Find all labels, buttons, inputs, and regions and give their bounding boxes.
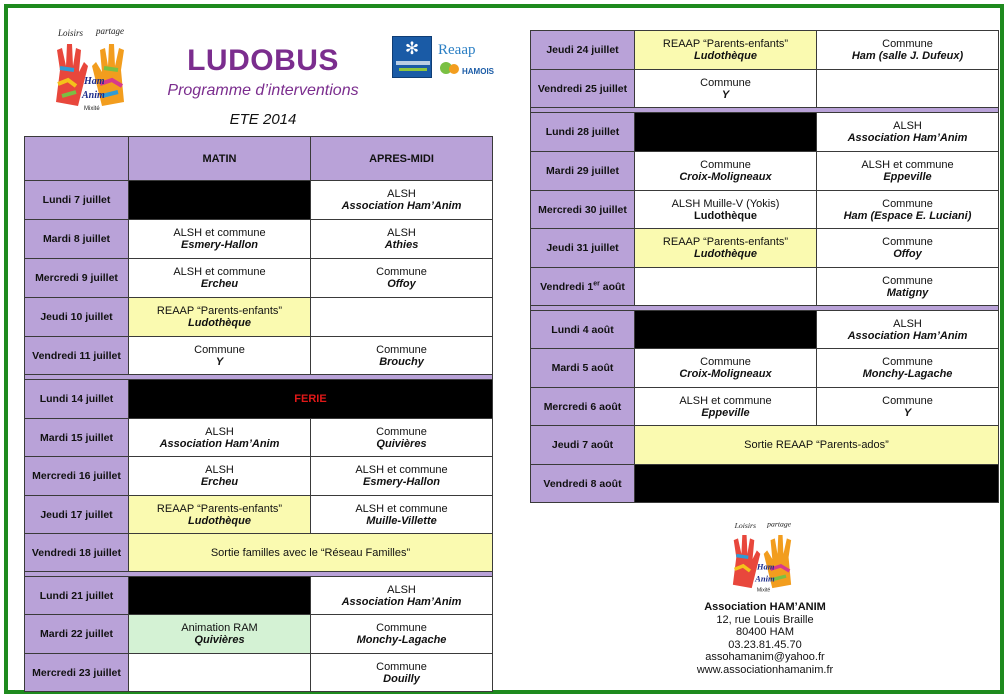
afternoon-cell: Commune Y [817,388,999,426]
afternoon-cell: Commune Offoy [817,229,999,268]
logo-word-partage: partage [96,26,124,36]
morning-cell [129,181,311,220]
morning-cell [129,654,311,692]
morning-cell: REAAP “Parents-enfants” Ludothèque [635,229,817,268]
footer-logo-word-loisirs: Loisirs [734,521,756,531]
day-cell: Jeudi 10 juillet [25,298,129,337]
morning-cell [635,268,817,306]
morning-cell: Commune Y [635,70,817,108]
logo-word-ham: Ham [84,76,105,87]
morning-cell: Commune Y [129,337,311,375]
day-cell: Mercredi 9 juillet [25,259,129,298]
table-row [25,615,493,654]
day-cell: Jeudi 7 août [531,426,635,465]
afternoon-cell: Commune Quivières [311,419,493,457]
afternoon-cell: Commune Monchy-Lagache [311,615,493,654]
morning-cell: Animation RAM Quivières [129,615,311,654]
table-row [531,191,999,229]
morning-cell: REAAP “Parents-enfants” Ludothèque [635,31,817,70]
table-row [25,419,493,457]
morning-cell: REAAP “Parents-enfants” Ludothèque [129,496,311,534]
footer-logo-word-anim: Anim [755,573,775,584]
logo-word-anim: Anim [82,90,105,101]
logo-word-loisirs: Loisirs [58,28,84,38]
morning-cell: Commune Croix-Moligneaux [635,349,817,388]
morning-cell: ALSH Association Ham’Anim [129,419,311,457]
day-cell: Mardi 29 juillet [531,152,635,191]
table-row [25,496,493,534]
afternoon-cell [311,298,493,337]
afternoon-cell: Commune Douilly [311,654,493,692]
reaap-logo-name: Reaap [438,42,476,58]
table-row [25,457,493,496]
afternoon-cell [817,70,999,108]
day-cell: Lundi 28 juillet [531,113,635,152]
schedule-table-right [530,30,999,503]
page-title: LUDOBUS [187,44,339,77]
table-row [25,181,493,220]
afternoon-cell: Commune Brouchy [311,337,493,375]
day-cell: Mercredi 30 juillet [531,191,635,229]
schedule-table-left [24,136,493,692]
afternoon-cell: ALSH Association Ham’Anim [311,181,493,220]
association-phone: 03.23.81.45.70 [728,638,802,651]
day-cell: Vendredi 18 juillet [25,534,129,572]
afternoon-cell: ALSH et commune Esmery-Hallon [311,457,493,496]
afternoon-cell: ALSH Athies [311,220,493,259]
table-row [25,534,493,572]
afternoon-cell: ALSH Association Ham’Anim [311,577,493,615]
table-row [531,70,999,108]
morning-cell: ALSH Muille-V (Yokis) Ludothèque [635,191,817,229]
table-row [25,220,493,259]
morning-cell [129,577,311,615]
association-name: Association HAM’ANIM [704,601,826,613]
reaap-logo-sub: HAMOIS [462,67,494,76]
association-street: 12, rue Louis Braille [716,613,814,626]
day-cell: Vendredi 8 août [531,465,635,503]
table-row [531,426,999,465]
caf-logo [392,36,432,78]
morning-cell [635,113,817,152]
table-row [25,298,493,337]
association-city: 80400 HAM [735,626,795,638]
day-cell: Jeudi 17 juillet [25,496,129,534]
day-cell: Jeudi 24 juillet [531,31,635,70]
full-day-cell [635,465,999,503]
table-row [531,349,999,388]
table-row [25,259,493,298]
day-cell: Lundi 7 juillet [25,181,129,220]
day-cell: Mardi 15 juillet [25,419,129,457]
column-header-matin: MATIN [129,137,311,181]
day-cell: Mardi 22 juillet [25,615,129,654]
morning-cell: Commune Croix-Moligneaux [635,152,817,191]
association-contact [658,601,872,676]
hamanim-logo [34,22,146,122]
reaap-logo [436,38,502,80]
table-row [531,152,999,191]
morning-cell: ALSH et commune Ercheu [129,259,311,298]
full-day-cell: Sortie REAAP “Parents-ados” [635,426,999,465]
afternoon-cell: Commune Ham (salle J. Dufeux) [817,31,999,70]
table-row [531,31,999,70]
morning-cell: ALSH et commune Esmery-Hallon [129,220,311,259]
footer-logo-word-ham: Ham [756,561,775,572]
morning-cell: REAAP “Parents-enfants” Ludothèque [129,298,311,337]
day-cell: Lundi 14 juillet [25,380,129,419]
table-row [25,337,493,375]
season-label: ETE 2014 [229,111,297,128]
day-cell: Vendredi 25 juillet [531,70,635,108]
day-cell: Mercredi 23 juillet [25,654,129,692]
day-cell: Mardi 5 août [531,349,635,388]
table-row [25,380,493,419]
table-row [531,229,999,268]
afternoon-cell: Commune Offoy [311,259,493,298]
afternoon-cell: ALSH Association Ham’Anim [817,113,999,152]
page-subtitle: Programme d’interventions [167,82,359,99]
day-cell: Jeudi 31 juillet [531,229,635,268]
table-row [531,388,999,426]
day-cell: Vendredi 11 juillet [25,337,129,375]
afternoon-cell: ALSH et commune Eppeville [817,152,999,191]
day-cell: Mercredi 16 juillet [25,457,129,496]
afternoon-cell: Commune Ham (Espace E. Luciani) [817,191,999,229]
day-cell: Mardi 8 juillet [25,220,129,259]
day-cell: Lundi 4 août [531,311,635,349]
day-cell: Vendredi 1er août [531,268,635,306]
footer-logo-word-mixite: Mixité [756,587,771,594]
afternoon-cell: Commune Monchy-Lagache [817,349,999,388]
afternoon-cell: ALSH Association Ham’Anim [817,311,999,349]
full-day-cell: Sortie familles avec le “Réseau Familles” [129,534,493,572]
table-row [531,465,999,503]
holiday-cell: FERIE [129,380,493,419]
column-header-apres-midi: APRES-MIDI [311,137,493,181]
day-cell: Mercredi 6 août [531,388,635,426]
afternoon-cell: ALSH et commune Muille-Villette [311,496,493,534]
table-corner [25,137,129,181]
table-row [531,311,999,349]
association-email[interactable]: assohamanim@yahoo.fr [705,651,825,663]
hamanim-logo-footer [714,516,810,602]
table-row [25,577,493,615]
logo-word-mixite: Mixité [84,106,100,112]
day-cell: Lundi 21 juillet [25,577,129,615]
page-frame [4,4,1004,694]
association-website[interactable]: www.associationhamanim.fr [696,663,834,676]
table-row [531,113,999,152]
morning-cell [635,311,817,349]
morning-cell: ALSH Ercheu [129,457,311,496]
table-row [25,654,493,692]
afternoon-cell: Commune Matigny [817,268,999,306]
footer-logo-word-partage: partage [767,519,792,529]
table-row [531,268,999,306]
caf-star-icon: ✻ [404,39,420,58]
morning-cell: ALSH et commune Eppeville [635,388,817,426]
